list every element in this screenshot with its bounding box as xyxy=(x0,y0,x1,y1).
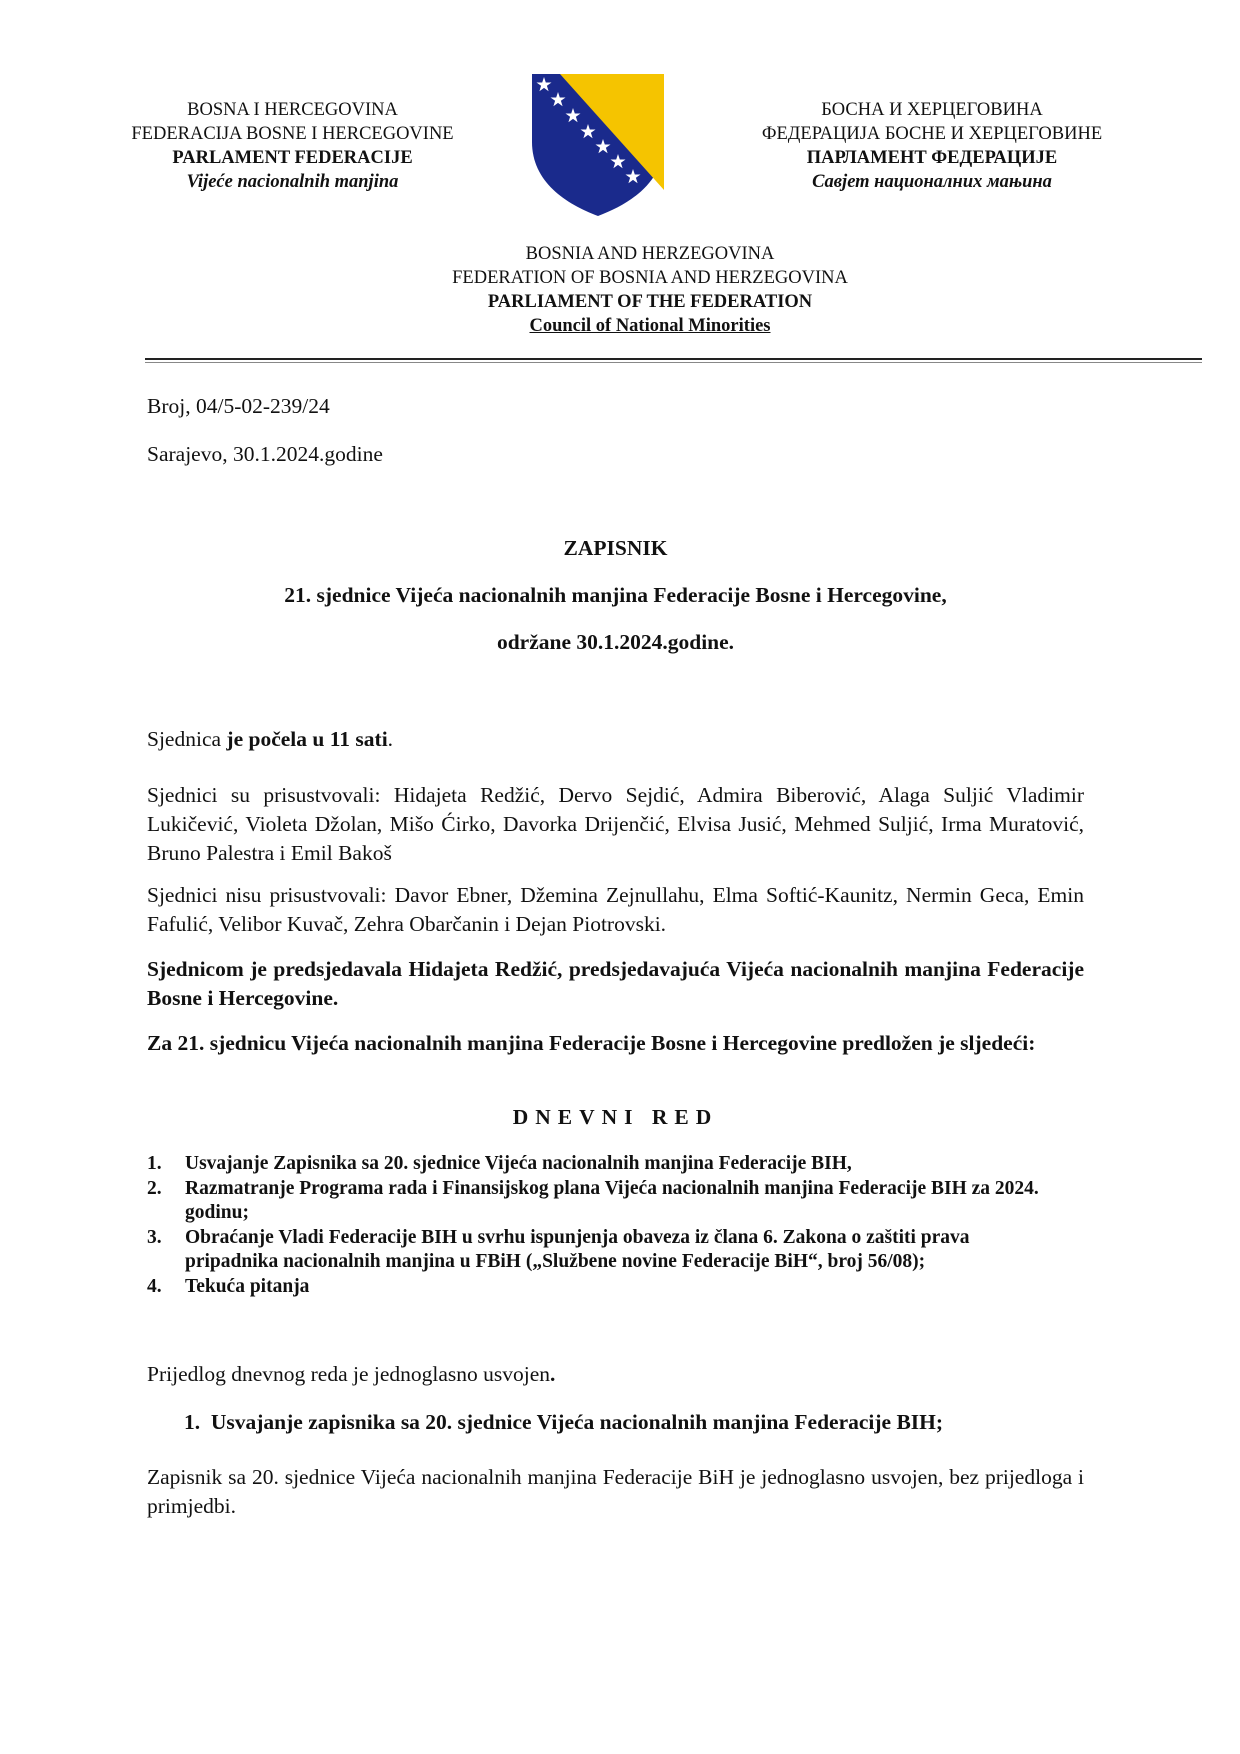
item1-title: Usvajanje zapisnika sa 20. sjednice Vijeća nacionalnih manjina Federacije BIH; xyxy=(210,1410,944,1434)
agenda-heading: DNEVNI RED xyxy=(512,1105,719,1129)
header-right-parliament: ПАРЛАМЕНТ ФЕДЕРАЦИЈЕ xyxy=(806,148,1058,168)
header-left-council: Vijeće nacionalnih manjina xyxy=(186,172,399,192)
header-right-country: БОСНА И ХЕРЦЕГОВИНА xyxy=(821,100,1043,120)
item1-text: Zapisnik sa 20. sjednice Vijeća nacionalnih manjina Federacije BiH je jednoglasno usvojen, bez prijedloga i primjedbi. xyxy=(147,1465,1084,1518)
header-center-federation: FEDERATION OF BOSNIA AND HERZEGOVINA xyxy=(452,268,848,288)
item1-number: 1. xyxy=(184,1410,201,1434)
document-number: Broj, 04/5-02-239/24 xyxy=(147,394,330,418)
agenda-adopted-dot: . xyxy=(550,1362,556,1386)
item1-heading xyxy=(184,1408,1104,1437)
header-right-council: Савјет националних мањина xyxy=(812,172,1052,192)
attendees-present: Sjednici su prisustvovali: Hidajeta Redžić, Dervo Sejdić, Admira Biberović, Alaga Suljić Vladimir Lukičević, Violeta Džolan, Mišo Ćirko, Davorka Drijenčić, Elvisa Jusić, Mehmed Suljić, Irma Muratović, Bruno Palestra i Emil Bakoš xyxy=(147,783,1084,865)
header-left-block xyxy=(95,98,490,194)
chairperson-paragraph: Sjednicom je predsjedavala Hidajeta Redžić, predsjedavajuća Vijeća nacionalnih manjina Federacije Bosne i Hercegovine. xyxy=(147,957,1084,1010)
agenda-item xyxy=(147,1177,1067,1226)
agenda-adopted-text: Prijedlog dnevnog reda je jednoglasno usvojen xyxy=(147,1362,551,1386)
agenda-item xyxy=(147,1152,1067,1177)
agenda-item xyxy=(147,1226,1067,1275)
session-start xyxy=(147,725,1084,754)
agenda-item-text: Tekuća pitanja xyxy=(185,1275,310,1297)
document-title: ZAPISNIK xyxy=(563,536,668,560)
attendees-absent: Sjednici nisu prisustvovali: Davor Ebner, Džemina Zejnullahu, Elma Softić-Kaunitz, Nermin Geca, Emin Fafulić, Velibor Kuvač, Zehra Obarčanin i Dejan Piotrovski. xyxy=(147,883,1084,936)
agenda-item-text: Razmatranje Programa rada i Finansijskog plana Vijeća nacionalnih manjina Federacije BIH za 2024. godinu; xyxy=(185,1177,1039,1223)
coat-of-arms-icon xyxy=(530,72,666,218)
agenda-item xyxy=(147,1275,1067,1300)
agenda-item-text: Obraćanje Vladi Federacije BIH u svrhu ispunjenja obaveza iz člana 6. Zakona o zaštiti prava pripadnika nacionalnih manjina u FBiH („Službene novine Federacije BiH“, broj 56/08); xyxy=(185,1226,970,1272)
session-start-time: je počela u 11 sati xyxy=(226,727,388,751)
header-divider-thin xyxy=(145,362,1202,363)
header-center-block xyxy=(380,242,920,338)
agenda-adopted xyxy=(147,1360,1084,1389)
agenda-item-text: Usvajanje Zapisnika sa 20. sjednice Vijeća nacionalnih manjina Federacije BIH, xyxy=(185,1153,852,1174)
session-title: 21. sjednice Vijeća nacionalnih manjina Federacije Bosne i Hercegovine, xyxy=(284,583,947,607)
place-date: Sarajevo, 30.1.2024.godine xyxy=(147,442,383,466)
header-left-country: BOSNA I HERCEGOVINA xyxy=(187,100,398,120)
header-divider xyxy=(145,358,1202,360)
agenda-item-number: 1. xyxy=(147,1153,162,1174)
header-left-federation: FEDERACIJA BOSNE I HERCEGOVINE xyxy=(131,124,454,144)
session-start-prefix: Sjednica xyxy=(147,727,227,751)
header-center-country: BOSNIA AND HERZEGOVINA xyxy=(525,244,775,264)
header-left-parliament: PARLAMENT FEDERACIJE xyxy=(172,148,413,168)
header-center-council: Council of National Minorities xyxy=(529,316,771,336)
agenda-item-number: 2. xyxy=(147,1177,162,1199)
agenda-item-number: 3. xyxy=(147,1226,162,1248)
session-start-suffix: . xyxy=(387,727,394,751)
header-right-federation: ФЕДЕРАЦИЈА БОСНЕ И ХЕРЦЕГОВИНЕ xyxy=(761,124,1103,144)
agenda-item-number: 4. xyxy=(147,1275,162,1297)
agenda-list xyxy=(147,1152,1067,1299)
session-date: održane 30.1.2024.godine. xyxy=(496,630,735,654)
header-center-parliament: PARLIAMENT OF THE FEDERATION xyxy=(487,292,813,312)
header-right-block xyxy=(732,98,1132,194)
agenda-proposed-paragraph: Za 21. sjednicu Vijeća nacionalnih manjina Federacije Bosne i Hercegovine predložen je sljedeći: xyxy=(147,1031,1036,1055)
